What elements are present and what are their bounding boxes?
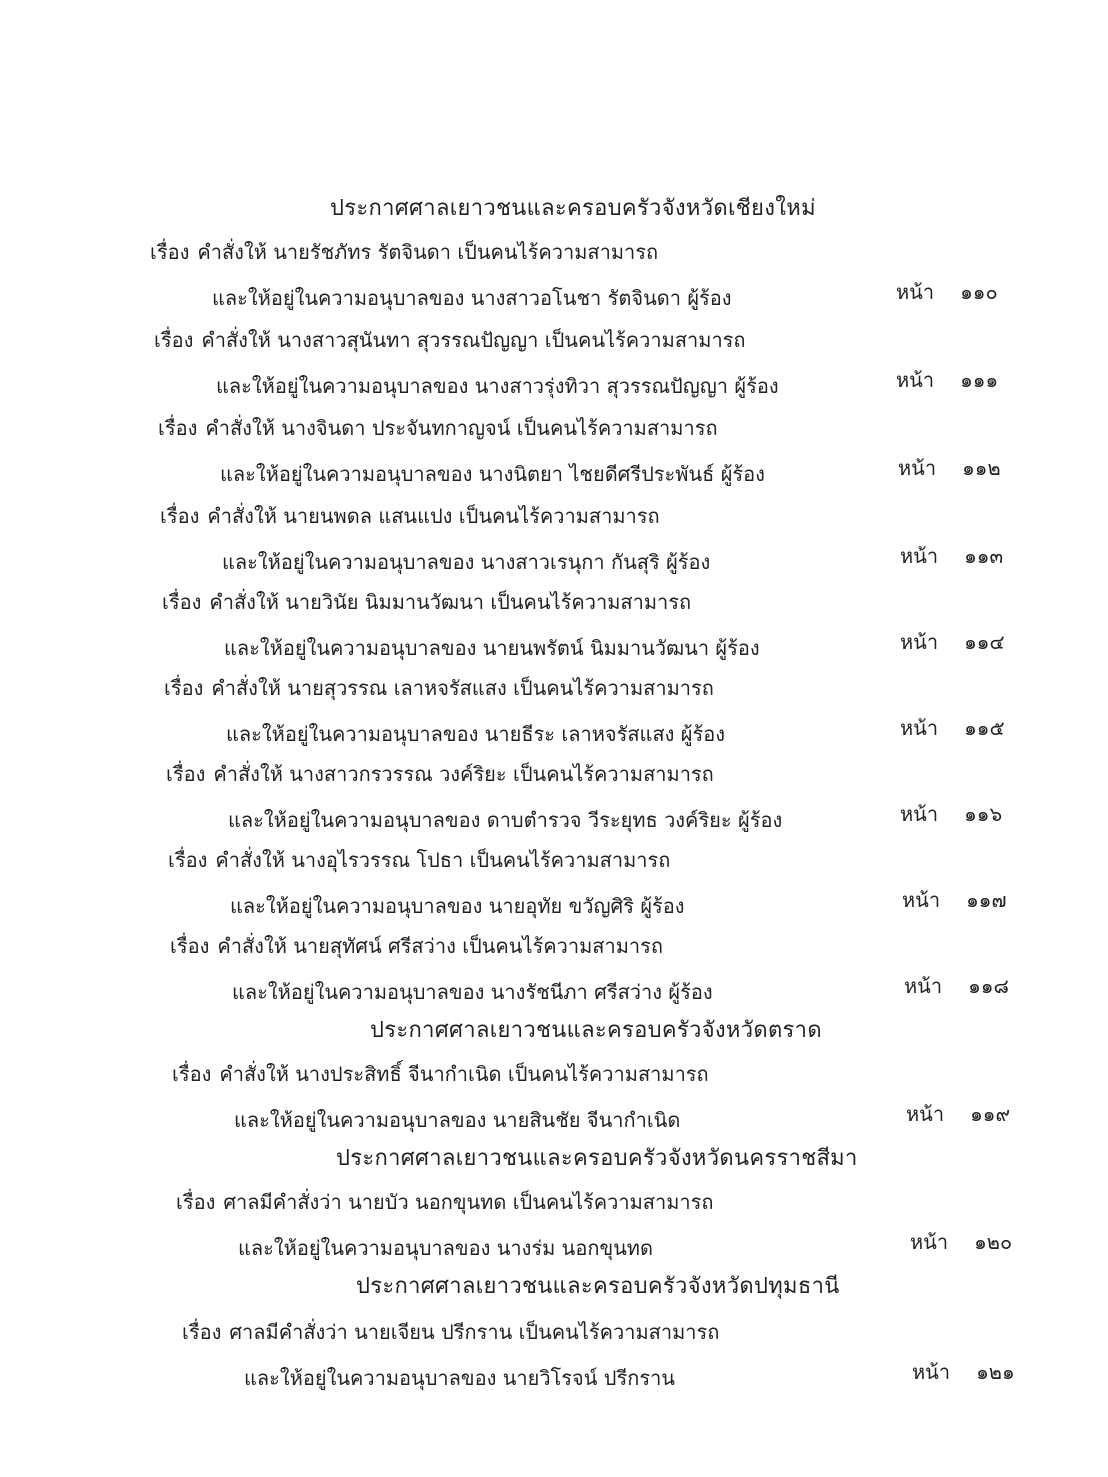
section-heading: ประกาศศาลเยาวชนและครอบครัวจังหวัดนครราชสีมา <box>336 1146 858 1171</box>
entry-keyword: เรื่อง <box>160 504 200 528</box>
list-item <box>154 324 1054 404</box>
entry-line-2: และให้อยู่ในความอนุบาลของ นางรัชนีภา ศรีสว่าง ผู้ร้อง <box>232 980 713 1004</box>
list-item <box>170 930 1070 1010</box>
entry-line-2: และให้อยู่ในความอนุบาลของ นางนิตยา ไชยดีศรีประพันธ์ ผู้ร้อง <box>220 462 765 486</box>
list-item <box>160 500 1060 580</box>
page-reference <box>898 452 1001 484</box>
entry-subject: คำสั่งให้ นางประสิทธิ์ จีนากำเนิด เป็นคนไร้ความสามารถ <box>219 1062 709 1086</box>
entry-line-2: และให้อยู่ในความอนุบาลของ นายสินชัย จีนากำเนิด <box>234 1108 681 1132</box>
page-label: หน้า <box>900 630 939 654</box>
entry-line-1 <box>176 1186 713 1218</box>
entry-line-1 <box>164 672 714 704</box>
section-heading: ประกาศศาลเยาวชนและครอบครัวจังหวัดตราด <box>370 1018 822 1043</box>
entry-line-1 <box>172 1058 709 1090</box>
entry-line-2: และให้อยู่ในความอนุบาลของ นางสาวอโนชา รัตจินดา ผู้ร้อง <box>212 286 732 310</box>
entry-subject: คำสั่งให้ นายสุทัศน์ ศรีสว่าง เป็นคนไร้ความสามารถ <box>217 934 663 958</box>
entry-line-2: และให้อยู่ในความอนุบาลของ นายธีระ เลาหจรัสแสง ผู้ร้อง <box>226 722 726 746</box>
page-number: ๑๑๘ <box>968 974 1009 998</box>
list-item <box>176 1186 1076 1266</box>
page-reference <box>896 364 998 396</box>
page-reference <box>900 540 1003 572</box>
list-item <box>172 1058 1072 1138</box>
entry-subject: คำสั่งให้ นายสุวรรณ เลาหจรัสแสง เป็นคนไร้ความสามารถ <box>211 676 714 700</box>
entry-line-1 <box>182 1316 719 1348</box>
page-number: ๑๑๑ <box>960 368 999 392</box>
entry-line-1 <box>160 500 660 532</box>
entry-keyword: เรื่อง <box>166 762 206 786</box>
page-number: ๑๒๐ <box>974 1230 1013 1254</box>
entry-subject: คำสั่งให้ นายวินัย นิมมานวัฒนา เป็นคนไร้ความสามารถ <box>209 590 692 614</box>
entry-line-1 <box>158 412 718 444</box>
page-reference <box>900 712 1005 744</box>
entry-line-1 <box>168 844 670 876</box>
entry-keyword: เรื่อง <box>168 848 208 872</box>
page-label: หน้า <box>912 1360 951 1384</box>
page-label: หน้า <box>896 368 935 392</box>
list-item <box>166 758 1066 838</box>
entry-keyword: เรื่อง <box>182 1320 222 1344</box>
page-reference <box>900 626 1005 658</box>
entry-line-1 <box>170 930 663 962</box>
list-item <box>182 1316 1082 1396</box>
entry-keyword: เรื่อง <box>176 1190 216 1214</box>
page-label: หน้า <box>906 1102 945 1126</box>
page-label: หน้า <box>900 544 939 568</box>
page-label: หน้า <box>898 456 937 480</box>
page-number: ๑๒๑ <box>976 1360 1015 1384</box>
entry-subject: คำสั่งให้ นางอุไรวรรณ โปธา เป็นคนไร้ความสามารถ <box>215 848 671 872</box>
page-label: หน้า <box>904 974 943 998</box>
page-reference <box>912 1356 1015 1388</box>
page-number: ๑๑๒ <box>962 456 1001 480</box>
entry-line-1 <box>154 324 746 356</box>
entry-subject: คำสั่งให้ นางสาวกรวรรณ วงค์ริยะ เป็นคนไร้ความสามารถ <box>213 762 714 786</box>
entry-line-2: และให้อยู่ในความอนุบาลของ นางสาวรุ่งทิวา สุวรรณปัญญา ผู้ร้อง <box>216 374 779 398</box>
page-label: หน้า <box>896 280 935 304</box>
section-heading: ประกาศศาลเยาวชนและครอบครัวจังหวัดปทุมธานี <box>356 1274 840 1299</box>
page-reference <box>896 276 998 308</box>
entry-line-2: และให้อยู่ในความอนุบาลของ นายอุทัย ขวัญศิริ ผู้ร้อง <box>230 894 685 918</box>
entry-line-2: และให้อยู่ในความอนุบาลของ ดาบตำรวจ วีระยุทธ วงค์ริยะ ผู้ร้อง <box>228 808 783 832</box>
entry-line-2: และให้อยู่ในความอนุบาลของ นางสาวเรนุกา กันสุริ ผู้ร้อง <box>222 550 711 574</box>
page-number: ๑๑๖ <box>964 802 1003 826</box>
entry-subject: คำสั่งให้ นายนพดล แสนแปง เป็นคนไร้ความสามารถ <box>207 504 660 528</box>
list-item <box>168 844 1068 924</box>
list-item <box>162 586 1062 666</box>
page-reference <box>904 970 1009 1002</box>
page-reference <box>902 884 1007 916</box>
page-number: ๑๑๓ <box>964 544 1004 568</box>
page-label: หน้า <box>910 1230 949 1254</box>
page-number: ๑๑๗ <box>966 888 1007 912</box>
page-number: ๑๑๐ <box>960 280 998 304</box>
page-label: หน้า <box>900 716 939 740</box>
entry-keyword: เรื่อง <box>158 416 198 440</box>
entry-line-2: และให้อยู่ในความอนุบาลของ นายวิโรจน์ ปรีกราน <box>244 1366 675 1390</box>
page-label: หน้า <box>900 802 939 826</box>
entry-subject: คำสั่งให้ นางสาวสุนันทา สุวรรณปัญญา เป็นคนไร้ความสามารถ <box>201 328 746 352</box>
entry-subject: คำสั่งให้ นายรัชภัทร รัตจินดา เป็นคนไร้ความสามารถ <box>197 240 659 264</box>
list-item <box>158 412 1058 492</box>
page-number: ๑๑๔ <box>964 630 1005 654</box>
entry-keyword: เรื่อง <box>162 590 202 614</box>
entry-keyword: เรื่อง <box>150 240 190 264</box>
entry-keyword: เรื่อง <box>154 328 194 352</box>
page-reference <box>900 798 1002 830</box>
list-item <box>164 672 1064 752</box>
page-reference <box>906 1098 1010 1130</box>
entry-line-2: และให้อยู่ในความอนุบาลของ นายนพรัตน์ นิมมานวัฒนา ผู้ร้อง <box>224 636 760 660</box>
entry-subject: ศาลมีคำสั่งว่า นายบัว นอกขุนทด เป็นคนไร้ความสามารถ <box>223 1190 714 1214</box>
page-label: หน้า <box>902 888 941 912</box>
entry-line-2: และให้อยู่ในความอนุบาลของ นางร่ม นอกขุนทด <box>238 1236 653 1260</box>
page-reference <box>910 1226 1012 1258</box>
entry-subject: ศาลมีคำสั่งว่า นายเจียน ปรีกราน เป็นคนไร้ความสามารถ <box>229 1320 720 1344</box>
entry-keyword: เรื่อง <box>170 934 210 958</box>
entry-keyword: เรื่อง <box>172 1062 212 1086</box>
page-number: ๑๑๕ <box>964 716 1005 740</box>
list-item <box>150 236 1050 316</box>
entry-line-1 <box>150 236 658 268</box>
entry-line-1 <box>166 758 714 790</box>
entry-subject: คำสั่งให้ นางจินดา ประจันทกาญจน์ เป็นคนไร้ความสามารถ <box>205 416 718 440</box>
entry-keyword: เรื่อง <box>164 676 204 700</box>
page-number: ๑๑๙ <box>970 1102 1011 1126</box>
section-heading: ประกาศศาลเยาวชนและครอบครัวจังหวัดเชียงใหม่ <box>330 196 816 221</box>
entry-line-1 <box>162 586 691 618</box>
